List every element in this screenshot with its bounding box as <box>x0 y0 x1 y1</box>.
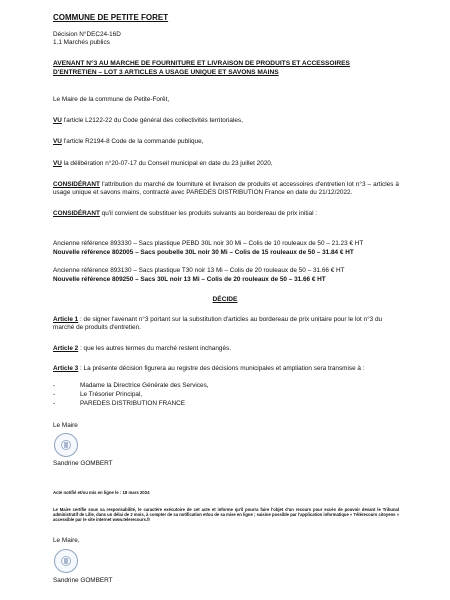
reference-old-1: Ancienne référence 893330 – Sacs plastique PEBD 30L noir 30 Mi – Colis de 10 rouleaux de 50 – 21.23 € HT <box>53 240 364 247</box>
article-label: Article 3 <box>53 365 79 372</box>
vu-label: VU <box>53 138 62 145</box>
considerant-text: qu'il convient de substituer les produits suivants au bordereau de prix initial : <box>99 210 318 217</box>
decision-category: 1.1 Marchés publics <box>53 39 110 46</box>
signature-role: Le Maire <box>53 422 78 429</box>
signature-role: Le Maire, <box>53 537 80 544</box>
list-item: Madame la Directrice Générale des Services, <box>80 382 209 389</box>
reference-new-2: Nouvelle référence 809250 – Sacs 30L noir 13 Mi – Colis de 20 rouleaux de 50 – 31.66 € HT <box>53 276 326 283</box>
vu-clause-3 <box>53 160 273 168</box>
signature-name: Sandrine GOMBERT <box>53 577 113 584</box>
municipal-seal-icon <box>54 433 78 457</box>
considerant-clause-2 <box>53 210 317 218</box>
vu-clause-2 <box>53 138 203 146</box>
article-label: Article 2 <box>53 345 79 352</box>
considerant-label: CONSIDÉRANT <box>53 181 100 188</box>
list-item: PAREDES DISTRIBUTION FRANCE <box>80 400 185 407</box>
considerant-label: CONSIDÉRANT <box>53 210 100 217</box>
signature-name: Sandrine GOMBERT <box>53 460 113 467</box>
municipal-seal-icon <box>54 549 78 573</box>
vu-label: VU <box>53 160 62 167</box>
article-1 <box>53 316 399 332</box>
article-text: : La présente décision figurera au registre des décisions municipales et ampliation sera transmise à : <box>78 365 365 372</box>
subject-line-2: D'ENTRETIEN – LOT 3 ARTICLES A USAGE UNIQUE ET SAVONS MAINS <box>53 69 279 76</box>
article-3 <box>53 365 365 373</box>
vu-text: l'article L2122-22 du Code général des collectivités territoriales, <box>61 117 243 124</box>
intro-text: Le Maire de la commune de Petite-Forêt, <box>53 96 170 103</box>
article-2 <box>53 345 231 353</box>
reference-old-2: Ancienne référence 893130 – Sacs plastique T30 noir 13 Mi – Colis de 20 rouleaux de 50 – 31.66 € HT <box>53 267 345 274</box>
vu-text: la délibération n°20-07-17 du Conseil municipal en date du 23 juillet 2020, <box>61 160 273 167</box>
considerant-text: l'attribution du marché de fourniture et livraison de produits et accessoires d'entretien lot n°3 – articles à usage unique et savons mains, contracté avec PAREDES DISTRIBUTION France en date du 21/12/2022. <box>53 181 399 196</box>
commune-title: COMMUNE DE PETITE FORET <box>53 13 169 22</box>
vu-label: VU <box>53 117 62 124</box>
list-bullet: - <box>53 400 56 407</box>
subject-line-1: AVENANT N°3 AU MARCHE DE FOURNITURE ET LIVRAISON DE PRODUITS ET ACCESSOIRES <box>53 60 350 67</box>
decide-heading: DÉCIDE <box>212 296 238 303</box>
vu-clause-1 <box>53 117 243 125</box>
article-label: Article 1 <box>53 316 79 323</box>
publication-date: Acte notifié et/ou mis en ligne le : 18 mars 2024 <box>53 490 150 495</box>
list-item: Le Trésorier Principal, <box>80 391 143 398</box>
list-bullet: - <box>53 382 56 389</box>
reference-new-1: Nouvelle référence 802005 – Sacs poubelle 30L noir 30 Mi – Colis de 15 rouleaux de 50 – 31.84 € HT <box>53 249 354 256</box>
article-text: : que les autres termes du marché restent inchangés. <box>78 345 231 352</box>
legal-notice: Le Maire certifie sous sa responsabilité, le caractère exécutoire de cet acte et informe qu'il pourra faire l'objet d'un recours pour excès de pouvoir devant le Tribunal administratif de Lille, dans un délai de 2 mois, à compter de sa notification et/ou de sa mise en ligne ; saisine possible par l'application informatique « Télérecours citoyens » accessible par le site internet www.telerecours.fr <box>53 507 399 523</box>
considerant-clause-1 <box>53 181 399 197</box>
article-text: : de signer l'avenant n°3 portant sur la substitution d'articles au bordereau de prix unitaire pour le lot n°3 du marché de produits d'entretien. <box>53 316 383 331</box>
list-bullet: - <box>53 391 56 398</box>
vu-text: l'article R2194-8 Code de la commande publique, <box>61 138 204 145</box>
decision-number: Décision N°DEC24-16D <box>53 31 121 38</box>
